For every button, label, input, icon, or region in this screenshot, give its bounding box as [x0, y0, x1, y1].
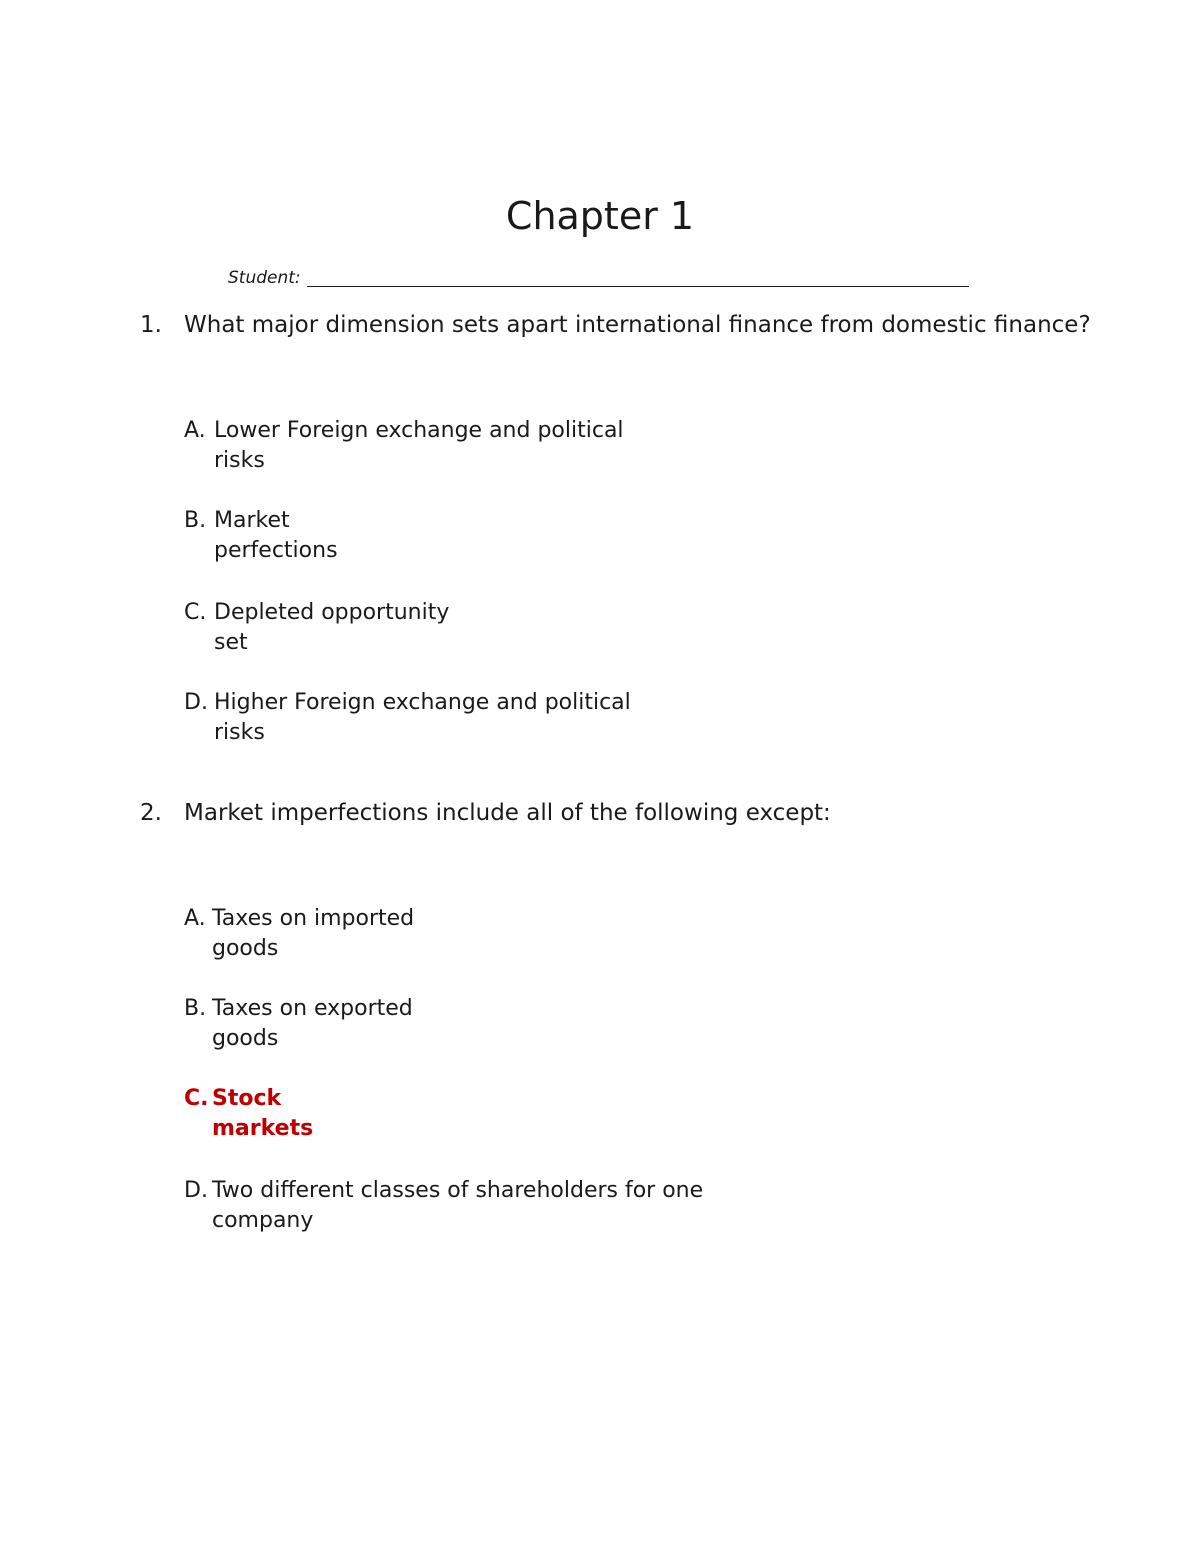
option-letter: C. — [184, 600, 207, 625]
option-letter: C. — [184, 1086, 209, 1111]
question-2 — [140, 798, 1140, 828]
option-text: Taxes on exported goods — [212, 996, 413, 1051]
student-name-line[interactable] — [307, 286, 969, 287]
option-letter: B. — [184, 508, 207, 533]
question-1-option-b[interactable] — [184, 506, 664, 566]
option-letter: D. — [184, 690, 208, 715]
question-2-option-c-correct[interactable] — [184, 1084, 664, 1144]
question-2-option-a[interactable] — [184, 904, 664, 964]
option-text: Higher Foreign exchange and political risks — [214, 690, 631, 745]
student-label: Student: — [228, 268, 301, 288]
question-text: What major dimension sets apart international finance from domestic finance? — [184, 312, 1091, 338]
question-1-option-a[interactable] — [184, 416, 664, 476]
page-title: Chapter 1 — [505, 194, 695, 238]
student-name-field[interactable] — [228, 265, 969, 289]
option-text: Two different classes of shareholders for one company — [212, 1178, 704, 1233]
option-text: Lower Foreign exchange and political risks — [214, 418, 624, 473]
question-2-option-b[interactable] — [184, 994, 664, 1054]
option-letter: A. — [184, 906, 206, 931]
option-text: Market perfections — [214, 508, 338, 563]
option-letter: B. — [184, 996, 207, 1021]
option-letter: A. — [184, 418, 206, 443]
option-text: Depleted opportunity set — [214, 600, 450, 655]
question-1 — [140, 310, 1140, 340]
question-1-option-d[interactable] — [184, 688, 684, 748]
option-text: Taxes on imported goods — [212, 906, 415, 961]
question-1-option-c[interactable] — [184, 598, 664, 658]
question-text: Market imperfections include all of the following except: — [184, 800, 831, 826]
question-2-option-d[interactable] — [184, 1176, 764, 1236]
question-number: 2. — [140, 800, 162, 826]
option-letter: D. — [184, 1178, 208, 1203]
question-number: 1. — [140, 312, 162, 338]
option-text: Stock markets — [212, 1086, 314, 1141]
